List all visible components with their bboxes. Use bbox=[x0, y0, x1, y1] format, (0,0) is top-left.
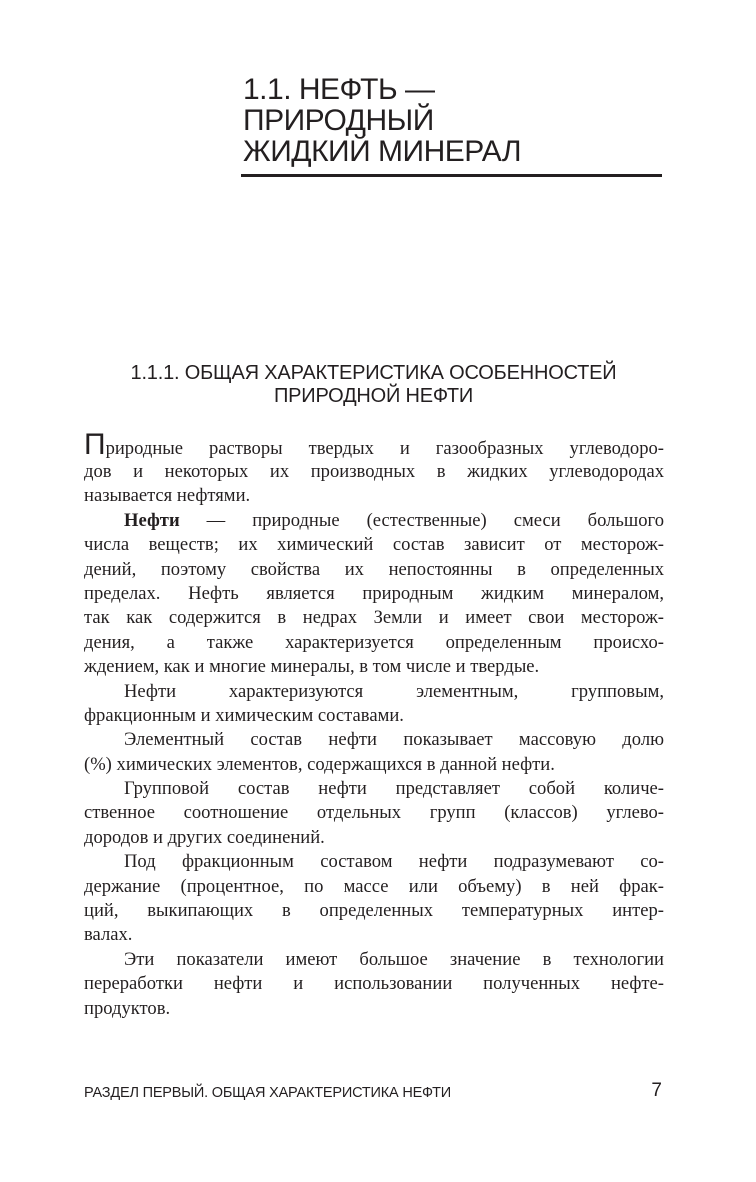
section-title bbox=[84, 362, 663, 408]
paragraph-text: — природные (естественные) смеси большого bbox=[179, 509, 664, 531]
paragraph-line: дения, а также характеризуется определенным происхо- bbox=[84, 631, 664, 653]
section-title-line: 1.1.1. ОБЩАЯ ХАРАКТЕРИСТИКА ОСОБЕННОСТЕЙ bbox=[130, 362, 617, 384]
bold-term: Нефти bbox=[124, 509, 180, 531]
section-title-line: ПРИРОДНОЙ НЕФТИ bbox=[273, 385, 474, 407]
paragraph-line: ций, выкипающих в определенных температурных интер- bbox=[84, 900, 664, 922]
paragraph-line: Эти показатели имеют большое значение в технологии bbox=[124, 948, 664, 970]
chapter-title-line: ЖИДКИЙ МИНЕРАЛ bbox=[243, 135, 522, 168]
paragraph-line: (%) химических элементов, содержащихся в данной нефти. bbox=[84, 753, 555, 775]
paragraph-line: так как содержится в недрах Земли и имеет свои месторож- bbox=[84, 607, 664, 629]
paragraph-line bbox=[84, 509, 664, 533]
chapter-title-line: ПРИРОДНЫЙ bbox=[243, 104, 434, 137]
paragraph-line: дородов и других соединений. bbox=[84, 826, 325, 848]
paragraph-line: дений, поэтому свойства их непостоянны в определенных bbox=[84, 558, 664, 580]
paragraph-line: ственное соотношение отдельных групп (классов) углево- bbox=[84, 802, 664, 824]
paragraph-line: называется нефтями. bbox=[84, 485, 251, 507]
paragraph-line: Под фракционным составом нефти подразумевают со- bbox=[124, 851, 664, 873]
paragraph-line: Групповой состав нефти представляет собой количе- bbox=[124, 778, 664, 800]
paragraph-text: риродные растворы твердых и газообразных углеводоро- bbox=[105, 438, 664, 459]
paragraph-line: продуктов. bbox=[84, 997, 171, 1019]
chapter-title-rule bbox=[241, 174, 662, 177]
body-text bbox=[84, 430, 664, 1021]
paragraph-line: фракционным и химическим составами. bbox=[84, 704, 404, 726]
chapter-title bbox=[243, 74, 663, 167]
chapter-title-line: 1.1. НЕФТЬ — bbox=[243, 73, 435, 106]
running-footer: РАЗДЕЛ ПЕРВЫЙ. ОБЩАЯ ХАРАКТЕРИСТИКА НЕФТИ bbox=[84, 1085, 451, 1101]
page-number: 7 bbox=[651, 1080, 662, 1101]
paragraph-line: держание (процентное, по массе или объему) в ней фрак- bbox=[84, 875, 664, 897]
paragraph-line: переработки нефти и использовании полученных нефте- bbox=[84, 973, 664, 995]
paragraph-line bbox=[84, 430, 664, 460]
paragraph-line: Элементный состав нефти показывает массовую долю bbox=[124, 729, 664, 751]
drop-cap: П bbox=[84, 428, 106, 461]
paragraph-line: валах. bbox=[84, 924, 133, 946]
paragraph-line: Нефти характеризуются элементным, групповым, bbox=[124, 680, 664, 702]
paragraph-line: пределах. Нефть является природным жидким минералом, bbox=[84, 582, 664, 604]
paragraph-line: числа веществ; их химический состав зависит от месторож- bbox=[84, 534, 664, 556]
paragraph-line: дов и некоторых их производных в жидких углеводородах bbox=[84, 461, 664, 482]
paragraph-line: ждением, как и многие минералы, в том числе и твердые. bbox=[84, 656, 540, 678]
